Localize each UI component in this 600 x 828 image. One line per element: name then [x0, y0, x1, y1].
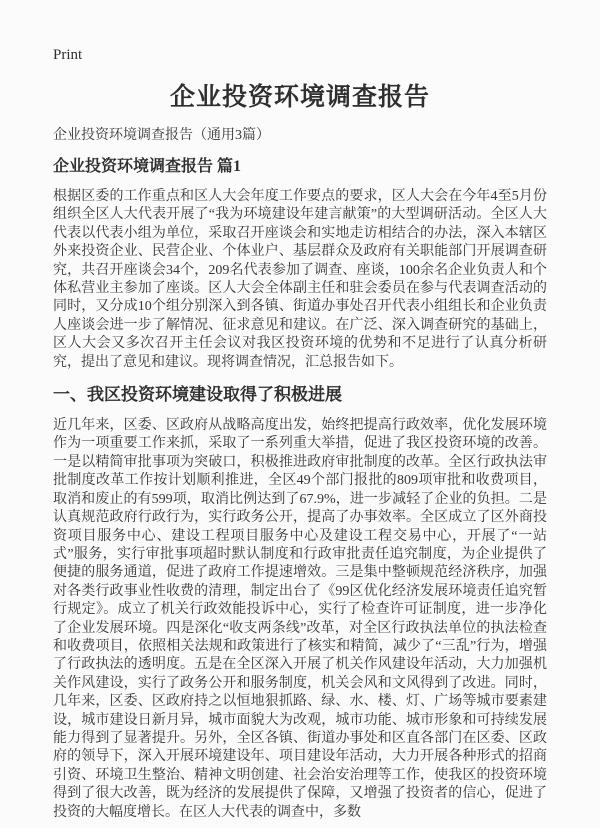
- paragraph-progress: 近几年来，区委、区政府从战略高度出发，始终把提高行政效率，优化发展环境作为一项重要工作来抓，采取了一系列重大举措，促进了我区投资环境的改善。一是以精简审批事项为突破口，积极推进政府审批制度的改革。全区行政执法审批制度改革工作按计划顺利推进，全区49个部门报批的809项审批和收费项目，取消和废止的有599项，取消比例达到了67.9%，进一步减轻了企业的负担。二是认真规范政府行政行为，实行政务公开，提高了办事效率。全区成立了区外商投资项目服务中心、建设工程项目服务中心及建设工程交易中心，开展了“一站式”服务，实行审批事项超时默认制度和行政审批责任追究制度，为企业提供了便捷的服务通道，促进了政府工作提速增效。三是集中整顿规范经济秩序，加强对各类行政事业性收费的清理，制定出台了《99区优化经济发展环境责任追究暂行规定》。成立了机关行政效能投诉中心，实行了检查许可证制度，进一步净化了企业发展环境。四是深化“收支两条线”改革，对全区行政执法单位的执法检查和收费项目，依照相关法规和政策进行了核实和精简，减少了“三乱”行为，增强了行政执法的透明度。五是在全区深入开展了机关作风建设年活动，大力加强机关作风建设，实行了政务公开和服务制度，机关会风和文风得到了改进。同时，几年来，区委、区政府持之以恒地狠抓路、绿、水、楼、灯、广场等城市要素建设，城市建设日新月异，城市面貌大为改观，城市功能、城市形象和可持续发展能力得到了显著提升。另外，全区各镇、街道办事处和区直各部门在区委、区政府的领导下，深入开展环境建设年、项目建设年活动，大力开展各种形式的招商引资、环境卫生整治、精神文明创建、社会治安治理等工作，使我区的投资环境得到了很大改善，既为经济的发展提供了保障，又增强了投资者的信心，促进了投资的大幅度增长。在区人大代表的调查中，多数: [53, 418, 547, 820]
- section-heading-progress: 一、我区投资环境建设取得了积极进展: [53, 385, 342, 405]
- paragraph-intro: 根据区委的工作重点和区人大会年度工作要点的要求，区人大会在今年4至5月份组织全区人大代表开展了“我为环境建设年建言献策”的大型调研活动。全区人大代表以代表小组为单位，采取召开座谈会和实地走访相结合的办法，深入本辖区外来投资企业、民营企业、个体业户、基层群众及政府有关职能部门开展调查研究，共召开座谈会34个，209名代表参加了调查、座谈，100余名企业负责人和个体私营业主参加了座谈。区人大会全体副主任和驻会委员在参与代表调查活动的同时，又分成10个组分别深入到各镇、街道办事处召开代表小组组长和企业负责人座谈会进一步了解情况、征求意见和建议。在广泛、深入调查研究的基础上，区人大会又多次召开主任会议对我区投资环境的优势和不足进行了认真分析研究，提出了意见和建议。现将调查情况，汇总报告如下。: [53, 189, 547, 370]
- document-subtitle: 企业投资环境调查报告（通用3篇）: [53, 128, 270, 143]
- print-link[interactable]: Print: [53, 47, 83, 63]
- section-heading-part1: 企业投资环境调查报告 篇1: [53, 158, 242, 175]
- page-title: 企业投资环境调查报告: [169, 84, 430, 111]
